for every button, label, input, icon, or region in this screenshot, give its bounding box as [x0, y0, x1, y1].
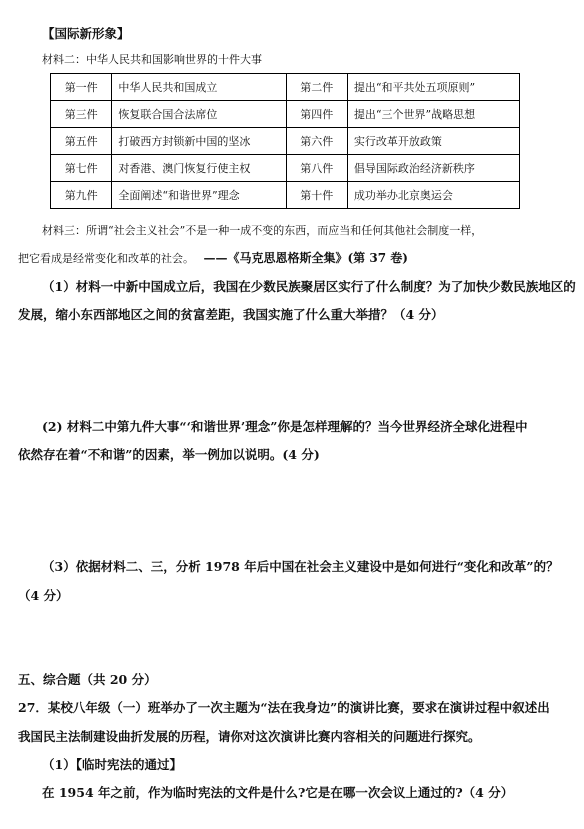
material3-line2	[18, 249, 408, 266]
event-description-cell: 中华人民共和国成立	[112, 74, 286, 101]
question-27-line2: 我国民主法制建设曲折发展的历程，请你对这次演讲比赛内容相关的问题进行探究。	[18, 729, 481, 744]
question-27-sub1-title: （1）【临时宪法的通过】	[42, 757, 182, 772]
question-1-line2: 发展，缩小东西部地区之间的贫富差距，我国实施了什么重大举措？（4 分）	[18, 307, 444, 322]
event-ordinal-cell: 第五件	[51, 128, 112, 155]
event-description-cell: 实行改革开放政策	[347, 128, 519, 155]
event-description-cell: 提出“三个世界”战略思想	[347, 101, 519, 128]
events-table	[50, 73, 520, 209]
event-ordinal-cell: 第八件	[286, 155, 347, 182]
event-description-cell: 提出“和平共处五项原则”	[347, 74, 519, 101]
event-description-cell: 倡导国际政治经济新秩序	[347, 155, 519, 182]
material3-line2-text: 把它看成是经常变化和改革的社会。	[18, 252, 194, 265]
question-3-line2: （4 分）	[18, 588, 69, 603]
section-title: 【国际新形象】	[42, 26, 130, 41]
question-27-sub1-question: 在 1954 年之前，作为临时宪法的文件是什么?它是在哪一次会议上通过的?（4 分）	[42, 785, 514, 800]
events-table-row	[51, 155, 520, 182]
events-table-row	[51, 101, 520, 128]
question-27-line1: 27．某校八年级（一）班举办了一次主题为“法在我身边”的演讲比赛，要求在演讲过程中叙述出	[18, 700, 550, 715]
event-ordinal-cell: 第六件	[286, 128, 347, 155]
event-description-cell: 打破西方封锁新中国的坚冰	[112, 128, 286, 155]
event-ordinal-cell: 第四件	[286, 101, 347, 128]
question-3-line1: （3）依据材料二、三，分析 1978 年后中国在社会主义建设中是如何进行“变化和改革”的？	[42, 559, 559, 574]
event-description-cell: 全面阐述“和谐世界”理念	[112, 182, 286, 209]
event-description-cell: 恢复联合国合法席位	[112, 101, 286, 128]
material3-source: ——《马克思恩格斯全集》(第 37 卷)	[203, 251, 408, 265]
event-ordinal-cell: 第二件	[286, 74, 347, 101]
material2-title: 材料二：中华人民共和国影响世界的十件大事	[42, 53, 262, 66]
question-1-line1: （1）材料一中新中国成立后，我国在少数民族聚居区实行了什么制度？为了加快少数民族地区的	[42, 279, 576, 294]
event-ordinal-cell: 第九件	[51, 182, 112, 209]
events-table-row	[51, 182, 520, 209]
event-ordinal-cell: 第一件	[51, 74, 112, 101]
events-table-row	[51, 74, 520, 101]
event-description-cell: 对香港、澳门恢复行使主权	[112, 155, 286, 182]
material3-line1: 材料三：所谓“社会主义社会”不是一种一成不变的东西，而应当和任何其他社会制度一样，	[42, 224, 483, 237]
event-description-cell: 成功举办北京奥运会	[347, 182, 519, 209]
question-2-line1: (2) 材料二中第九件大事“‘和谐世界’理念”你是怎样理解的？当今世界经济全球化进程中	[42, 419, 528, 434]
question-2-line2: 依然存在着“不和谐”的因素，举一例加以说明。(4 分)	[18, 447, 320, 462]
events-table-row	[51, 128, 520, 155]
event-ordinal-cell: 第三件	[51, 101, 112, 128]
event-ordinal-cell: 第十件	[286, 182, 347, 209]
event-ordinal-cell: 第七件	[51, 155, 112, 182]
section5-title: 五、综合题（共 20 分）	[18, 672, 157, 687]
